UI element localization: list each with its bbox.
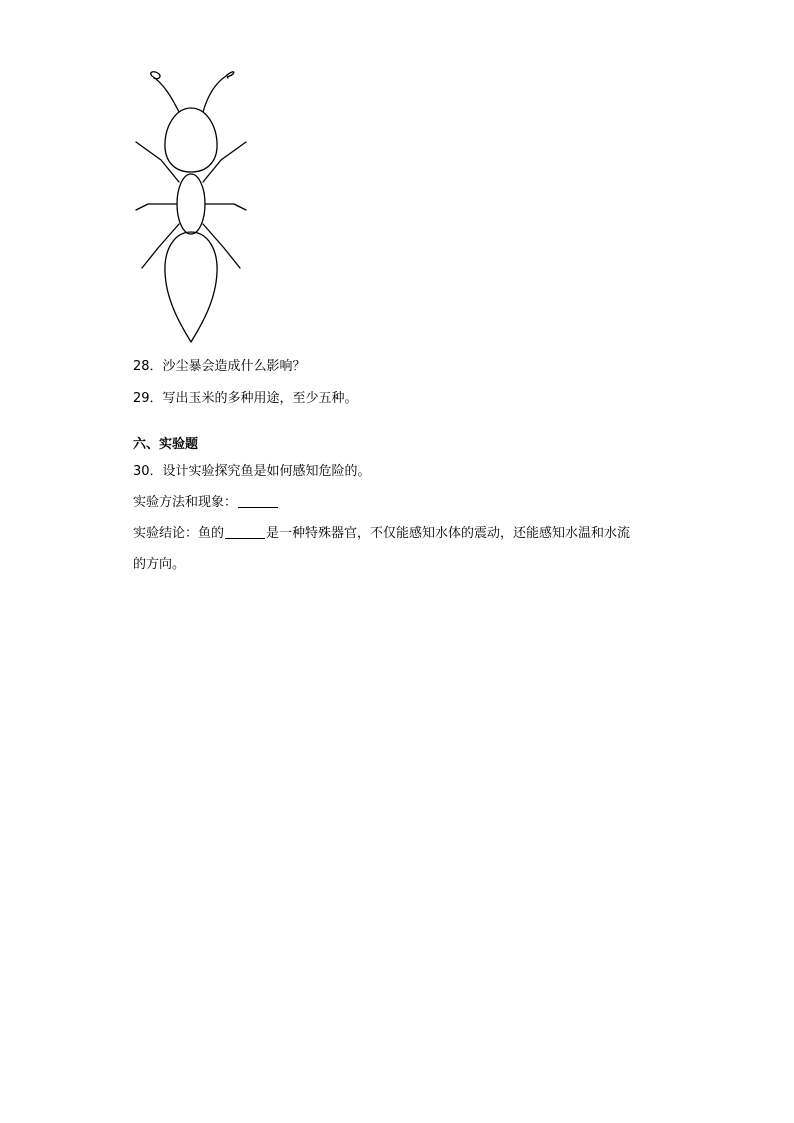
method-label: 实验方法和现象： xyxy=(133,495,238,510)
left-middle-leg xyxy=(136,204,177,210)
question-28: 28．沙尘暴会造成什么影响？ xyxy=(133,359,306,374)
conclusion-prefix: 实验结论：鱼的 xyxy=(133,526,225,541)
right-front-leg xyxy=(203,142,246,182)
question-29: 29．写出玉米的多种用途，至少五种。 xyxy=(133,391,358,406)
ant-abdomen xyxy=(165,232,217,342)
left-hind-leg xyxy=(142,224,179,268)
conclusion-suffix: 是一种特殊器官，不仅能感知水体的震动，还能感知水温和水流 xyxy=(266,526,631,541)
left-antenna xyxy=(151,72,179,112)
left-front-leg xyxy=(136,142,179,182)
ant-head xyxy=(165,108,217,172)
method-line xyxy=(133,493,279,513)
right-middle-leg xyxy=(205,204,246,210)
question-30: 30．设计实验探究鱼是如何感知危险的。 xyxy=(133,464,371,479)
conclusion-line xyxy=(133,524,630,544)
right-hind-leg xyxy=(203,224,240,268)
ant-thorax xyxy=(177,174,205,234)
right-antenna xyxy=(203,72,234,112)
ant-illustration xyxy=(128,64,254,346)
conclusion-line-2: 的方向。 xyxy=(133,557,186,572)
conclusion-answer-blank[interactable] xyxy=(225,524,265,539)
section-title: 六、实验题 xyxy=(133,437,199,452)
method-answer-blank[interactable] xyxy=(238,493,278,508)
